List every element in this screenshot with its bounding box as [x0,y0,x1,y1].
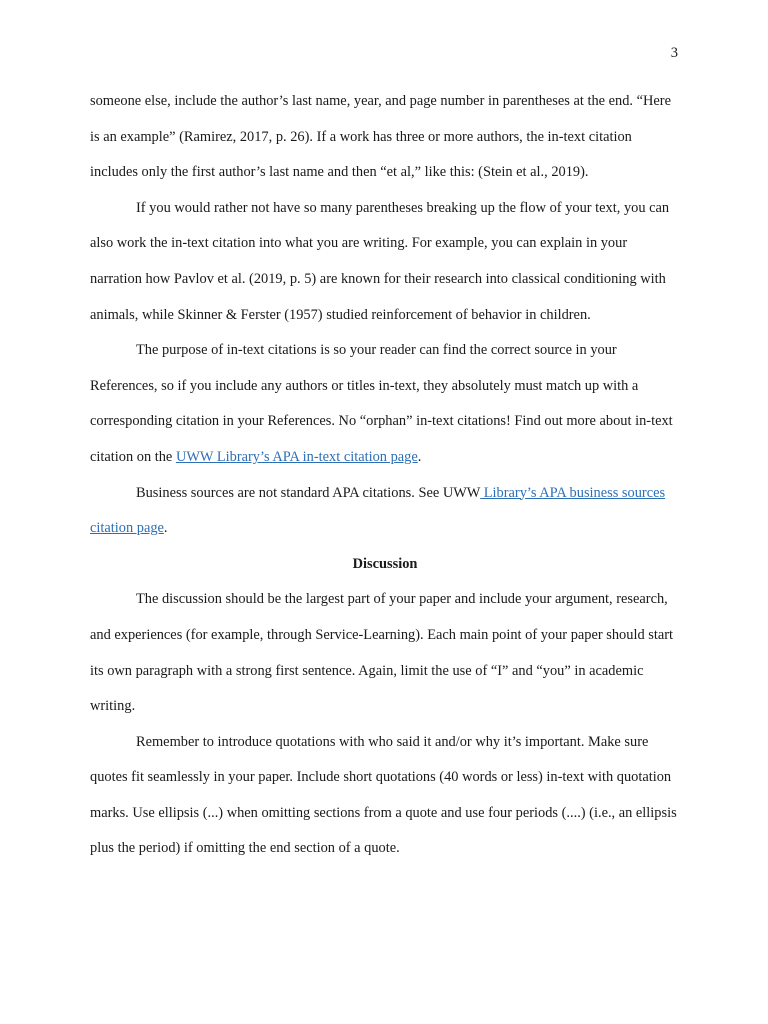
paragraph-discussion-intro: The discussion should be the largest part of your paper and include your argument, research, and experiences (for example, through Service-Learning). Each main point of your paper should start its own paragraph with a strong first sentence. Again, limit the use of “I” and “you” in academic writing. [90,591,674,715]
paragraph-narrative-citation: If you would rather not have so many parentheses breaking up the flow of your text, you can also work the in-text citation into what you are writing. For example, you can explain in your narration how Pavlov et al. (2019, p. 5) are known for their research into classical conditioning with animals, while Skinner & Ferster (1957) studied reinforcement of behavior in children. [90,199,670,323]
apa-business-sources-link[interactable]: Library’s APA business sources citation page [90,484,666,537]
apa-in-text-citation-link[interactable]: UWW Library’s APA in-text citation page [175,448,418,465]
paragraph-text: The purpose of in-text citations is so your reader can find the correct source in your References, so if you include any authors or titles in-text, they absolutely must match up with a corresponding citation in your References. No “orphan” in-text citations! Find out more about in-text citation on the [90,342,673,465]
paragraph-text-end: . [417,448,422,465]
paragraph-text: Business sources are not standard APA citations. See UWW [136,484,481,501]
paragraph-citation-continued: someone else, include the author’s last name, year, and page number in parentheses at the end. “Here is an example” (Ramirez, 2017, p. 26). If a work has three or more authors, the in-text citation includes only the first author’s last name and then “et al,” like this: (Stein et al., 2019). [90,93,671,181]
paragraph-business-sources [90,476,680,547]
paragraph-text-end: . [163,520,168,537]
section-heading-discussion: Discussion [352,555,418,572]
page-number: 3 [670,45,678,61]
paragraph-citation-purpose [90,333,680,475]
paragraph-quotations: Remember to introduce quotations with who said it and/or why it’s important. Make sure quotes fit seamlessly in your paper. Include short quotations (40 words or less) in-text with quotation marks. Use ellipsis (...) when omitting sections from a quote and use four periods (....) (i.e., an ellipsis plus the period) if omitting the end section of a quote. [90,733,677,857]
document-body [90,84,680,867]
